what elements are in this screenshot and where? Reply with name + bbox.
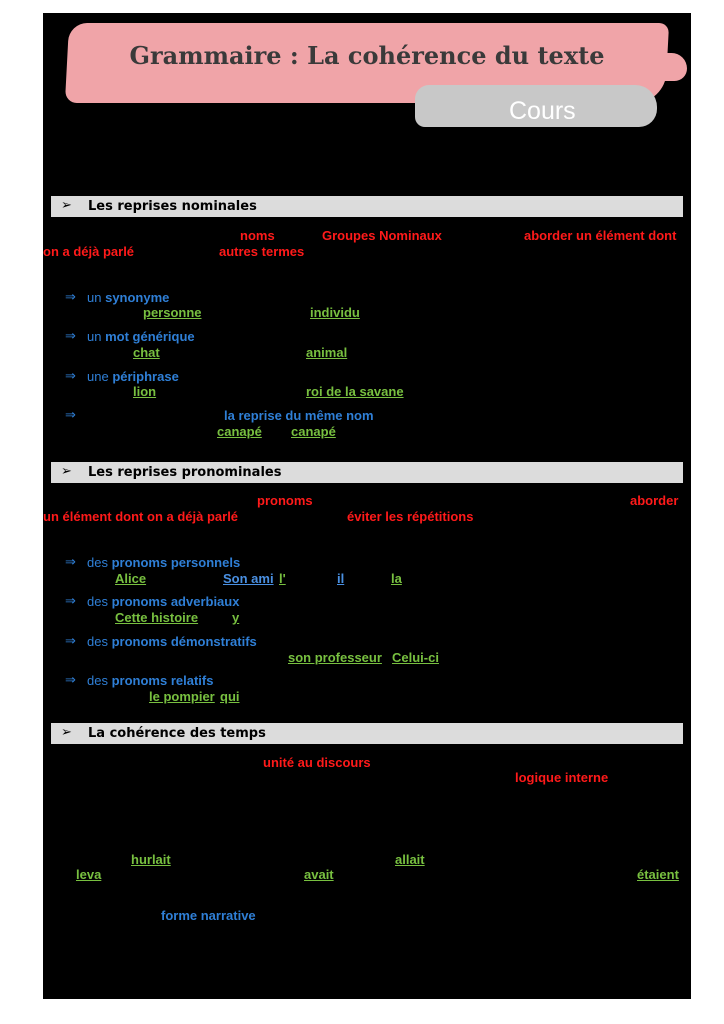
example-cette-histoire: Cette histoire bbox=[115, 610, 199, 625]
example-qui: qui bbox=[220, 689, 240, 704]
example-avait: avait bbox=[304, 867, 334, 882]
page-title: Grammaire : La cohérence du texte bbox=[129, 41, 605, 70]
example-allait: allait bbox=[395, 852, 425, 867]
item-prefix: des bbox=[87, 555, 108, 570]
example-hurlait: hurlait bbox=[131, 852, 171, 867]
implies-arrow-icon: ⇒ bbox=[65, 329, 76, 344]
example-animal: animal bbox=[306, 345, 348, 360]
keyword-forme-narrative: forme narrative bbox=[161, 908, 256, 923]
implies-arrow-icon: ⇒ bbox=[65, 673, 76, 688]
example-chat: chat bbox=[133, 345, 160, 360]
item-keyword-pronoms-personnels: pronoms personnels bbox=[111, 555, 241, 570]
example-canape: canapé bbox=[291, 424, 336, 439]
keyword-aborder: aborder bbox=[630, 493, 679, 508]
example-roi-de-la-savane: roi de la savane bbox=[306, 384, 404, 399]
example-y: y bbox=[232, 610, 240, 625]
section-title: La cohérence des temps bbox=[88, 726, 266, 741]
keyword-logique-interne: logique interne bbox=[515, 770, 609, 785]
example-l: l' bbox=[279, 571, 286, 586]
example-individu: individu bbox=[310, 305, 360, 320]
keyword-deja-parle: on a déjà parlé bbox=[43, 244, 135, 259]
keyword-aborder: aborder un élément dont bbox=[524, 228, 677, 243]
implies-arrow-icon: ⇒ bbox=[65, 290, 76, 305]
implies-arrow-icon: ⇒ bbox=[65, 369, 76, 384]
item-keyword-periphrase: périphrase bbox=[112, 369, 179, 384]
item-keyword-reprise-meme-nom: la reprise du même nom bbox=[224, 408, 374, 423]
implies-arrow-icon: ⇒ bbox=[65, 594, 76, 609]
implies-arrow-icon: ⇒ bbox=[65, 634, 76, 649]
example-son-ami: Son ami bbox=[223, 571, 274, 586]
section-header-reprises-nominales bbox=[51, 196, 683, 217]
bullet-arrow-icon: ➢ bbox=[61, 725, 72, 740]
item-keyword-pronoms-demonstratifs: pronoms démonstratifs bbox=[111, 634, 257, 649]
item-keyword-mot-generique: mot générique bbox=[105, 329, 195, 344]
section-header-coherence-temps bbox=[51, 723, 683, 744]
item-keyword-pronoms-relatifs: pronoms relatifs bbox=[111, 673, 214, 688]
keyword-eviter-repetitions: éviter les répétitions bbox=[347, 509, 474, 524]
bullet-arrow-icon: ➢ bbox=[61, 198, 72, 213]
example-la: la bbox=[391, 571, 402, 586]
keyword-pronoms: pronoms bbox=[257, 493, 313, 508]
section-title: Les reprises nominales bbox=[88, 199, 257, 214]
keyword-unite-discours: unité au discours bbox=[263, 755, 371, 770]
item-keyword-pronoms-adverbiaux: pronoms adverbiaux bbox=[111, 594, 240, 609]
example-son-professeur: son professeur bbox=[288, 650, 382, 665]
keyword-autres-termes: autres termes bbox=[219, 244, 305, 259]
item-prefix: des bbox=[87, 594, 108, 609]
keyword-noms: noms bbox=[240, 228, 275, 243]
item-keyword-synonyme: synonyme bbox=[105, 290, 170, 305]
page-subtitle: Cours bbox=[509, 97, 576, 125]
implies-arrow-icon: ⇒ bbox=[65, 555, 76, 570]
item-prefix: un bbox=[87, 329, 102, 344]
item-prefix: des bbox=[87, 673, 108, 688]
example-alice: Alice bbox=[115, 571, 147, 586]
item-prefix: des bbox=[87, 634, 108, 649]
example-le-pompier: le pompier bbox=[149, 689, 215, 704]
page bbox=[43, 13, 691, 999]
keyword-groupes-nominaux: Groupes Nominaux bbox=[322, 228, 442, 243]
example-lion: lion bbox=[133, 384, 157, 399]
example-canape: canapé bbox=[217, 424, 262, 439]
implies-arrow-icon: ⇒ bbox=[65, 408, 76, 423]
section-header-reprises-pronominales bbox=[51, 462, 683, 483]
item-prefix: une bbox=[87, 369, 109, 384]
item-prefix: un bbox=[87, 290, 102, 305]
example-il: il bbox=[337, 571, 345, 586]
bullet-arrow-icon: ➢ bbox=[61, 464, 72, 479]
example-personne: personne bbox=[143, 305, 202, 320]
example-etaient: étaient bbox=[637, 867, 679, 882]
example-celui-ci: Celui-ci bbox=[392, 650, 439, 665]
section-title: Les reprises pronominales bbox=[88, 465, 282, 480]
keyword-element-deja-parle: un élément dont on a déjà parlé bbox=[43, 509, 239, 524]
example-leva: leva bbox=[76, 867, 102, 882]
